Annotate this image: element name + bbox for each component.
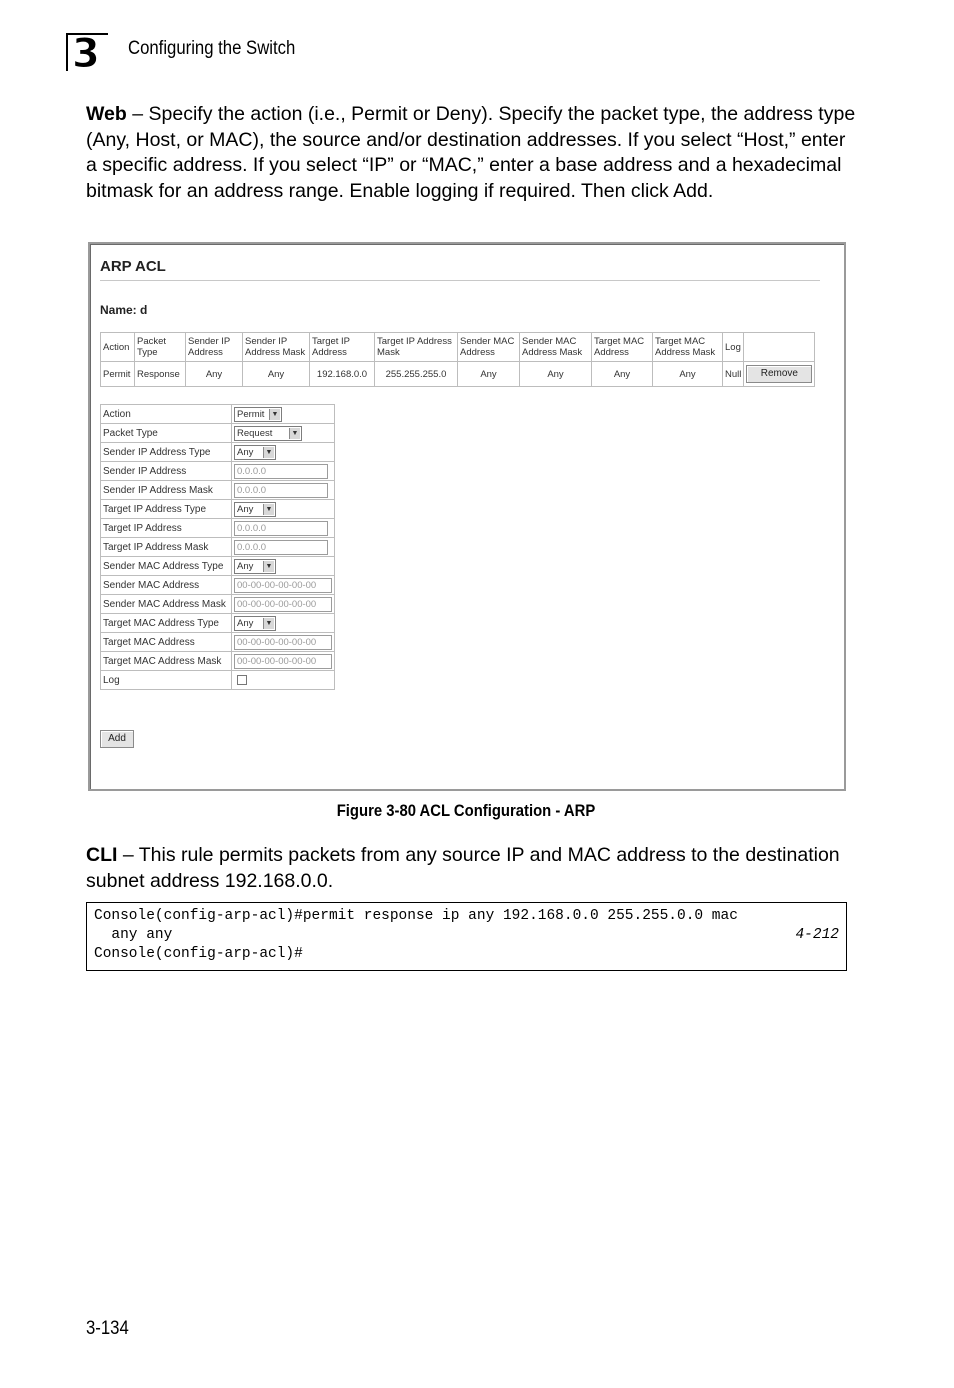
sender-ip-mask-input[interactable]: 0.0.0.0 <box>234 483 328 498</box>
cell-target-ip: 192.168.0.0 <box>310 362 375 387</box>
field-value <box>232 443 335 462</box>
form-row <box>101 614 335 633</box>
chevron-down-icon: ▼ <box>263 561 274 572</box>
chevron-down-icon: ▼ <box>263 504 274 515</box>
field-label: Sender IP Address Type <box>101 443 232 462</box>
rule-form <box>100 404 335 690</box>
form-row <box>101 557 335 576</box>
cli-text: – This rule permits packets from any source IP and MAC address to the destination subnet address 192.168.0.0. <box>86 844 840 892</box>
figure-arp-acl <box>88 242 846 791</box>
acl-name: Name: d <box>100 303 148 317</box>
page-number: 3-134 <box>86 1318 129 1339</box>
field-value <box>232 671 335 690</box>
col-header: Sender IP Address <box>186 333 243 362</box>
target-mac-type-select[interactable] <box>234 616 276 631</box>
add-button[interactable]: Add <box>100 730 134 748</box>
cell-action: Permit <box>101 362 135 387</box>
form-row <box>101 481 335 500</box>
field-label: Target IP Address Type <box>101 500 232 519</box>
select-value: Permit <box>237 408 265 420</box>
field-value <box>232 557 335 576</box>
cell-sender-ip: Any <box>186 362 243 387</box>
field-value <box>232 652 335 671</box>
col-header: Sender MAC Address <box>458 333 520 362</box>
target-ip-mask-input[interactable]: 0.0.0.0 <box>234 540 328 555</box>
field-label: Log <box>101 671 232 690</box>
form-row <box>101 576 335 595</box>
col-header: Log <box>723 333 744 362</box>
col-header: Action <box>101 333 135 362</box>
code-line: any any <box>94 927 173 943</box>
field-value <box>232 424 335 443</box>
chapter-number: 3 <box>72 31 100 77</box>
log-checkbox[interactable] <box>237 675 247 685</box>
rule-table <box>100 332 815 387</box>
field-value <box>232 481 335 500</box>
remove-button[interactable]: Remove <box>746 365 812 383</box>
action-select[interactable] <box>234 407 282 422</box>
field-label: Target MAC Address Mask <box>101 652 232 671</box>
field-value <box>232 462 335 481</box>
chevron-down-icon: ▼ <box>263 447 274 458</box>
target-ip-type-select[interactable] <box>234 502 276 517</box>
field-value <box>232 595 335 614</box>
form-row <box>101 538 335 557</box>
cli-paragraph <box>86 843 856 894</box>
field-label: Target IP Address Mask <box>101 538 232 557</box>
select-value: Any <box>237 446 254 458</box>
code-page-ref: 4-212 <box>795 927 839 943</box>
sender-mac-type-select[interactable] <box>234 559 276 574</box>
cell-sender-mac-mask: Any <box>520 362 592 387</box>
form-row <box>101 633 335 652</box>
target-mac-input[interactable]: 00-00-00-00-00-00 <box>234 635 332 650</box>
field-value <box>232 405 335 424</box>
form-row <box>101 519 335 538</box>
form-row <box>101 424 335 443</box>
select-value: Any <box>237 503 254 515</box>
sender-ip-type-select[interactable] <box>234 445 276 460</box>
field-label: Target MAC Address <box>101 633 232 652</box>
field-label: Target MAC Address Type <box>101 614 232 633</box>
figure-title: ARP ACL <box>100 258 166 275</box>
sender-mac-mask-input[interactable]: 00-00-00-00-00-00 <box>234 597 332 612</box>
col-header <box>744 333 815 362</box>
field-label: Action <box>101 405 232 424</box>
field-value <box>232 500 335 519</box>
web-lead: Web <box>86 103 127 125</box>
col-header: Sender IP Address Mask <box>243 333 310 362</box>
cell-target-mac-mask: Any <box>653 362 723 387</box>
table-row <box>101 362 815 387</box>
chevron-down-icon: ▼ <box>289 428 300 439</box>
col-header: Target IP Address Mask <box>375 333 458 362</box>
cell-target-ip-mask: 255.255.255.0 <box>375 362 458 387</box>
web-text: – Specify the action (i.e., Permit or Deny). Specify the packet type, the address type (Any, Host, or MAC), the source and/or destination addresses. If you select “Host,” enter a specific address. If you select “IP” or “MAC,” enter a base address and a hexadecimal bitmask for an address range. Enable logging if required. Then click Add. <box>86 103 856 202</box>
select-value: Any <box>237 560 254 572</box>
field-label: Sender MAC Address <box>101 576 232 595</box>
cell-target-mac: Any <box>592 362 653 387</box>
col-header: Target MAC Address Mask <box>653 333 723 362</box>
form-row <box>101 652 335 671</box>
form-row <box>101 443 335 462</box>
sender-ip-input[interactable]: 0.0.0.0 <box>234 464 328 479</box>
field-label: Sender MAC Address Type <box>101 557 232 576</box>
field-value <box>232 538 335 557</box>
form-row <box>101 595 335 614</box>
code-block <box>86 902 847 971</box>
chevron-down-icon: ▼ <box>269 409 280 420</box>
figure-caption: Figure 3-80 ACL Configuration - ARP <box>336 802 596 820</box>
col-header: Target IP Address <box>310 333 375 362</box>
field-label: Packet Type <box>101 424 232 443</box>
form-row <box>101 462 335 481</box>
select-value: Any <box>237 617 254 629</box>
form-row <box>101 405 335 424</box>
cli-lead: CLI <box>86 844 118 866</box>
field-value <box>232 519 335 538</box>
rule-table-header <box>101 333 815 362</box>
cell-packet-type: Response <box>135 362 186 387</box>
select-value: Request <box>237 427 273 439</box>
cell-log: Null <box>723 362 744 387</box>
field-value <box>232 633 335 652</box>
form-row <box>101 500 335 519</box>
field-label: Sender IP Address <box>101 462 232 481</box>
packet-type-select[interactable] <box>234 426 302 441</box>
sender-mac-input[interactable]: 00-00-00-00-00-00 <box>234 578 332 593</box>
code-line: Console(config-arp-acl)#permit response ip any 192.168.0.0 255.255.0.0 mac <box>94 908 738 924</box>
cell-remove <box>744 362 815 387</box>
code-line: Console(config-arp-acl)# <box>94 946 303 962</box>
col-header: Target MAC Address <box>592 333 653 362</box>
web-paragraph <box>86 102 856 204</box>
target-ip-input[interactable]: 0.0.0.0 <box>234 521 328 536</box>
field-value <box>232 576 335 595</box>
field-label: Sender IP Address Mask <box>101 481 232 500</box>
field-label: Sender MAC Address Mask <box>101 595 232 614</box>
target-mac-mask-input[interactable]: 00-00-00-00-00-00 <box>234 654 332 669</box>
chevron-down-icon: ▼ <box>263 618 274 629</box>
field-label: Target IP Address <box>101 519 232 538</box>
cell-sender-mac: Any <box>458 362 520 387</box>
running-title: Configuring the Switch <box>128 38 296 59</box>
field-value <box>232 614 335 633</box>
col-header: Packet Type <box>135 333 186 362</box>
chapter-number-tab <box>66 31 108 77</box>
cell-sender-ip-mask: Any <box>243 362 310 387</box>
col-header: Sender MAC Address Mask <box>520 333 592 362</box>
form-row <box>101 671 335 690</box>
figure-divider <box>100 280 820 281</box>
